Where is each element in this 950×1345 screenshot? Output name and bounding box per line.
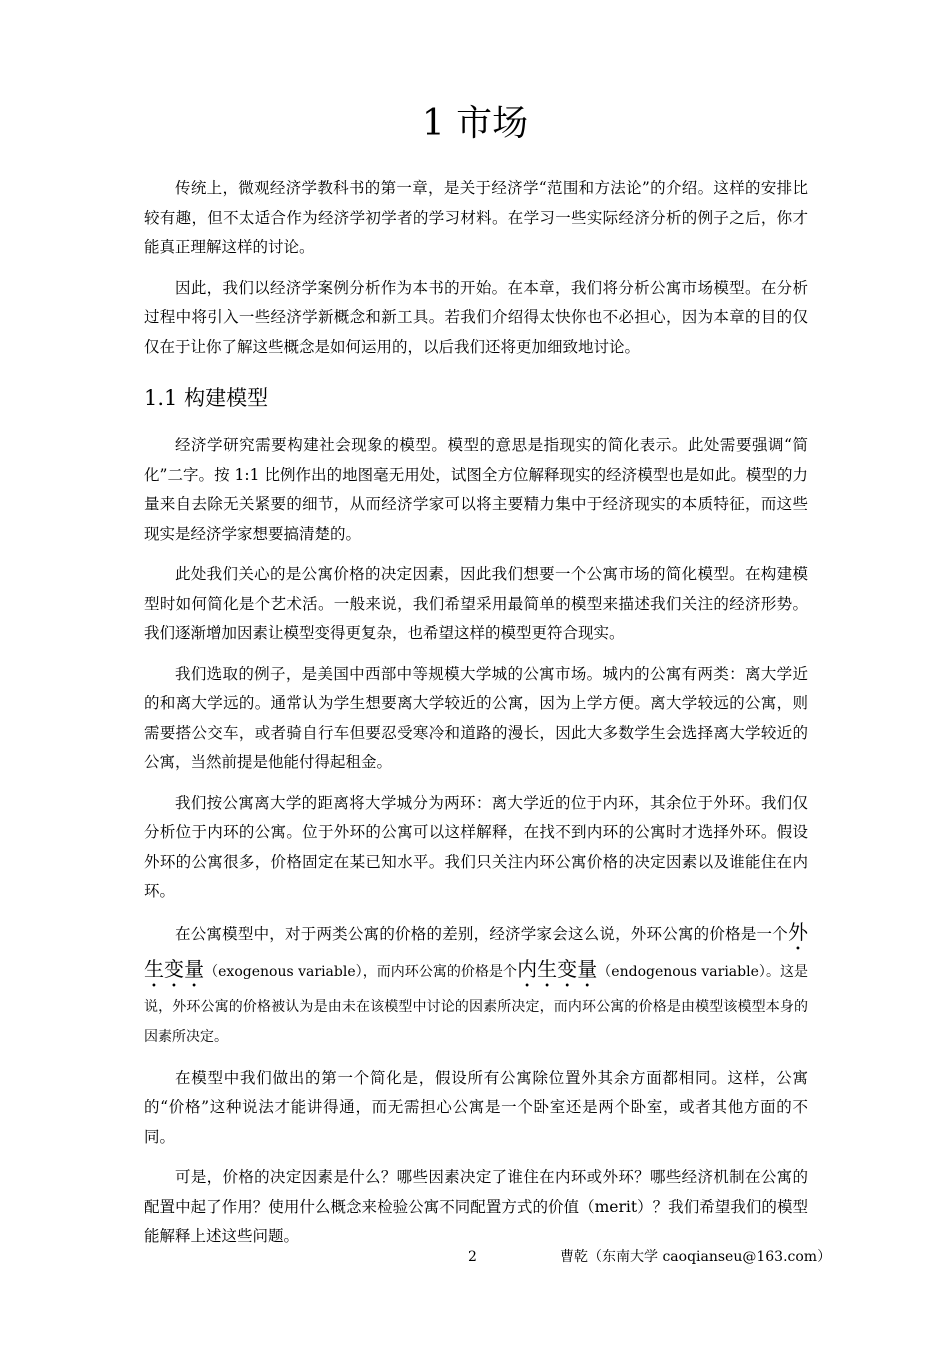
- paragraph-5-text-2: （exogenous variable），而内环公寓的价格是个: [204, 963, 518, 980]
- exogenous-variable-term: 外生变量: [144, 919, 808, 981]
- intro-paragraph-2: 因此，我们以经济学案例分析作为本书的开始。在本章，我们将分析公寓市场模型。在分析过程中将引入一些经济学新概念和新工具。若我们介绍得太快你也不必担心，因为本章的目的仅仅在于让你了解这些概念是如何运用的，以后我们还将更加细致地讨论。: [144, 278, 808, 356]
- intro-block: [144, 174, 808, 373]
- endogenous-variable-term: 内生变量: [517, 956, 598, 981]
- chapter-title: 1 市场: [421, 103, 529, 144]
- section-paragraph-2: 此处我们关心的是公寓价格的决定因素，因此我们想要一个公寓市场的简化模型。在构建模型时如何简化是个艺术活。一般来说，我们希望采用最简单的模型来描述我们关注的经济形势。我们逐渐增加因素让模型变得更复杂，也希望这样的模型更符合现实。: [144, 565, 808, 642]
- paragraph-5-text-3: （endogenous variable）。这是说，外环公寓的价格被认为是由未在该模型中讨论的因素所决定，而内环公寓的价格是由模型该模型本身的因素所决定。: [144, 963, 809, 1045]
- section-paragraph-1: 经济学研究需要构建社会现象的模型。模型的意思是指现实的简化表示。此处需要强调“简化”二字。按 1:1 比例作出的地图毫无用处，试图全方位解释现实的经济模型也是如此。模型的力量来自去除无关紧要的细节，从而经济学家可以将主要精力集中于经济现实的本质特征，而这些现实是经济学家想要搞清楚的。: [144, 436, 808, 543]
- intro-paragraph-1: 传统上，微观经济学教科书的第一章，是关于经济学“范围和方法论”的介绍。这样的安排比较有趣，但不太适合作为经济学初学者的学习材料。在学习一些实际经济分析的例子之后，你才能真正理解这样的讨论。: [144, 179, 808, 256]
- footer-author: 曹乾（东南大学 caoqianseu@163.com）: [560, 1249, 832, 1265]
- section-paragraph-7: 可是，价格的决定因素是什么？哪些因素决定了谁住在内环或外环？哪些经济机制在公寓的配置中起了作用？使用什么概念来检验公寓不同配置方式的价值（merit）？我们希望我们的模型能解释上述这些问题。: [144, 1168, 808, 1245]
- section-paragraph-6: 在模型中我们做出的第一个简化是，假设所有公寓除位置外其余方面都相同。这样，公寓的“价格”这种说法才能讲得通，而无需担心公寓是一个卧室还是两个卧室，或者其他方面的不同。: [144, 1068, 808, 1146]
- section-body: [144, 431, 808, 1263]
- page-number: 2: [468, 1249, 477, 1265]
- section-paragraph-4: 我们按公寓离大学的距离将大学城分为两环：离大学近的位于内环，其余位于外环。我们仅分析位于内环的公寓。位于外环的公寓可以这样解释，在找不到内环的公寓时才选择外环。假设外环的公寓很多，价格固定在某已知水平。我们只关注内环公寓价格的决定因素以及谁能住在内环。: [144, 793, 808, 900]
- section-title: 1.1 构建模型: [144, 386, 269, 410]
- section-paragraph-3: 我们选取的例子，是美国中西部中等规模大学城的公寓市场。城内的公寓有两类：离大学近的和离大学远的。通常认为学生想要离大学较近的公寓，因为上学方便。离大学较远的公寓，则需要搭公交车，或者骑自行车但要忍受寒冷和道路的漫长，因此大多数学生会选择离大学较近的公寓，当然前提是他能付得起租金。: [144, 664, 808, 771]
- section-paragraph-5: [144, 918, 808, 1053]
- paragraph-5-text-1: 在公寓模型中，对于两类公寓的价格的差别，经济学家会这么说，外环公寓的价格是一个: [175, 924, 788, 943]
